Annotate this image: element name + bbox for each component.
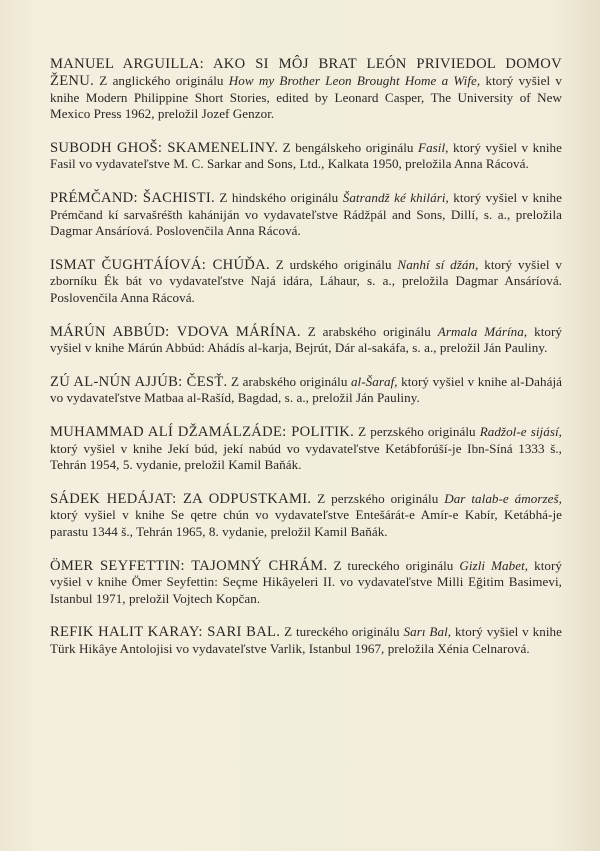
entry-publication-details: ktorý vyšiel v knihe Prémčand kí sarvašréšth kahániján vo vydavateľstve Rádžpál and Sons, Dillí, s. a., preložila Dagmar Ansáríová. Poslovenčila Anna Rácová. [50,189,562,239]
entry-source-lead: Z arabského originálu [300,323,438,339]
bibliography-entry [50,56,562,123]
bibliography-entry [50,424,562,474]
bibliography-entry [50,491,562,541]
entry-source-lead: Z anglického originálu [94,72,229,88]
entry-publication-details: ktorý vyšiel v knihe Márún Abbúd: Ahádís al-karja, Bejrút, Dár al-sakáfa, s. a., preložil Ján Pauliny. [50,323,562,356]
bibliography-entry [50,257,562,307]
entry-author-title: MÁRÚN ABBÚD: VDOVA MÁRÍNA. [50,323,301,340]
entry-publication-details: ktorý vyšiel v zborníku Ék bát vo vydavateľstve Najá idára, Láhaur, s. a., preložila Dagmar Ansáríová. Poslovenčila Anna Rácová. [50,256,562,306]
entry-author-title: PRÉMČAND: ŠACHISTI. [50,189,215,206]
bibliography-entry [50,624,562,658]
bibliography-entry [50,374,562,408]
entry-author-title: REFIK HALIT KARAY: SARI BAL. [50,624,281,641]
entry-original-title: Dar talab-e ámorzeš, [444,490,562,506]
entry-author-title: ZÚ AL-NÚN AJJÚB: ČESŤ. [50,373,228,390]
entry-author-title: ÖMER SEYFETTIN: TAJOMNÝ CHRÁM. [50,557,328,574]
entry-publication-details: ktorý vyšiel v knihe Modern Philippine Short Stories, edited by Leonard Casper, The University of New Mexico Press 1962, preložil Jozef Genzor. [50,72,562,122]
entry-source-lead: Z perzského originálu [354,423,480,439]
entry-publication-details: ktorý vyšiel v knihe Türk Hikâye Antolojisi vo vydavateľstve Varlik, Istanbul 1967, preložila Xénia Celnarová. [50,624,562,657]
bibliography-entry [50,558,562,608]
entry-source-lead: Z tureckého originálu [280,624,404,640]
entry-original-title: Armala Márína, [437,323,528,339]
entry-original-title: Sarı Bal, [403,624,452,640]
entry-source-lead: Z arabského originálu [227,373,351,389]
entry-original-title: How my Brother Leon Brought Home a Wife, [228,72,481,88]
bibliography-entry [50,190,562,240]
entry-author-title: MANUEL ARGUILLA: AKO SI MÔJ BRAT LEÓN PRIVIEDOL DOMOV ŽENU. [50,56,562,89]
bibliography-entry [50,324,562,358]
entry-publication-details: ktorý vyšiel v knihe Se qetre chún vo vydavateľstve Entešárát-e Amír-e Kabír, Ketábhá-je parastu 1344 š., Tehrán 1965, 8. vydanie, preložil Kamil Baňák. [50,507,562,540]
entry-original-title: Šatrandž ké khilári, [342,189,449,205]
entry-source-lead: Z hindského originálu [214,189,343,205]
entry-source-lead: Z bengálskeho originálu [278,139,419,155]
entry-author-title: ISMAT ČUGHTÁÍOVÁ: CHÚĎA. [50,256,270,273]
entry-publication-details: ktorý vyšiel v knihe Jekí búd, jekí nabúd vo vydavateľstve Ketábforúší-je Ibn-Síná 1333 š., Tehrán 1954, 5. vydanie, preložil Kamil Baňák. [50,440,562,473]
entry-original-title: Fasil, [418,139,449,155]
entry-original-title: Radžol-e sijásí, [479,423,562,439]
entry-author-title: SÁDEK HEDÁJAT: ZA ODPUSTKAMI. [50,490,312,507]
bibliography-list [50,56,562,675]
entry-author-title: SUBODH GHOŠ: SKAMENELINY. [50,139,279,156]
entry-publication-details: ktorý vyšiel v knihe Ömer Seyfettin: Seçme Hikâyeleri II. vo vydavateľstve Milli Eğitim Basimevi, Istanbul 1971, preložil Vojtech Kopčan. [50,557,563,607]
entry-author-title: MUHAMMAD ALÍ DŽAMÁLZÁDE: POLITIK. [50,423,355,440]
entry-source-lead: Z perzského originálu [311,490,445,506]
bibliography-entry [50,140,562,174]
entry-original-title: Nanhí sí džán, [397,256,479,272]
entry-original-title: al-Šaraf, [350,373,398,389]
entry-publication-details: ktorý vyšiel v knihe al-Dahájá vo vydavateľstve Matbaa al-Rašíd, Bagdad, s. a., preložil Ján Pauliny. [50,373,563,406]
entry-publication-details: ktorý vyšiel v knihe Fasil vo vydavateľstve M. C. Sarkar and Sons, Ltd., Kalkata 1950, preložila Anna Rácová. [50,139,562,172]
entry-source-lead: Z urdského originálu [269,256,398,272]
entry-source-lead: Z tureckého originálu [327,557,460,573]
entry-original-title: Gizli Mabet, [459,557,529,573]
